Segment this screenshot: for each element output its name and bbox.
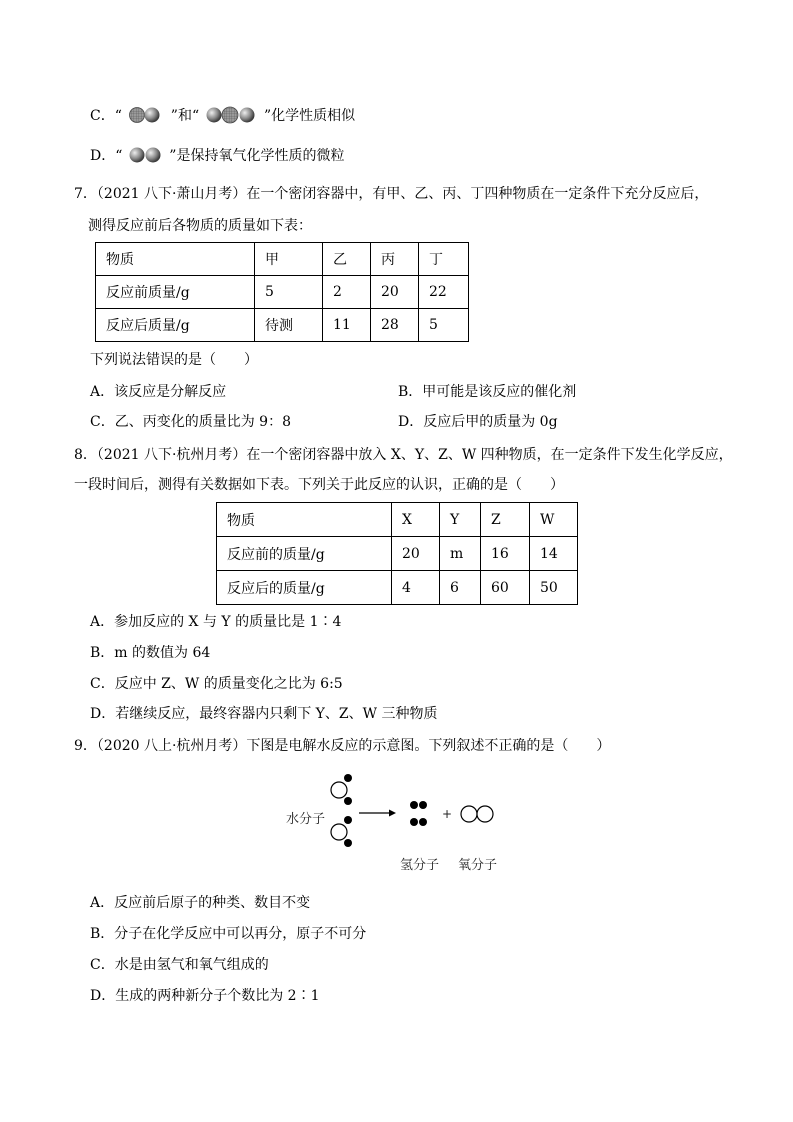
oxygen-molecule-icon (461, 806, 493, 822)
water-molecule-icon (331, 774, 352, 805)
q8-option-c[interactable]: C．反应中 Z、W 的质量变化之比为 6:5 (90, 676, 343, 692)
q6-option-c-mid: ”和“ (170, 108, 200, 124)
table-cell: 5 (419, 309, 469, 342)
q7-option-a[interactable]: A．该反应是分解反应 (90, 384, 227, 400)
q8-option-d[interactable]: D．若继续反应，最终容器内只剩下 Y、Z、W 三种物质 (90, 706, 438, 722)
q9-stem: 9．（2020 八上·杭州月考）下图是电解水反应的示意图。下列叙述不正确的是（ ） (74, 738, 611, 754)
q8-option-a[interactable]: A．参加反应的 X 与 Y 的质量比是 1∶4 (90, 614, 342, 630)
table-cell: 反应前质量/g (96, 276, 255, 309)
q8-stem-line2: 一段时间后，测得有关数据如下表。下列关于此反应的认识，正确的是（ ） (74, 477, 564, 493)
table-row (217, 537, 578, 571)
table-cell: 5 (255, 276, 323, 309)
q9-option-c[interactable]: C．水是由氢气和氧气组成的 (90, 957, 269, 973)
q9-option-d[interactable]: D．生成的两种新分子个数比为 2∶1 (90, 988, 320, 1004)
table-cell: 6 (440, 571, 481, 605)
table-cell: 反应后的质量/g (217, 571, 392, 605)
table-cell: 16 (481, 537, 530, 571)
table-cell: 反应前的质量/g (217, 537, 392, 571)
table-cell: X (392, 503, 440, 537)
q9-option-a[interactable]: A．反应前后原子的种类、数目不变 (90, 895, 311, 911)
hydrogen-molecule-icon (410, 801, 427, 809)
q6-option-c-post: ”化学性质相似 (264, 108, 356, 124)
table-cell: 50 (530, 571, 578, 605)
table-cell: 乙 (323, 243, 371, 276)
electrolysis-figure (282, 770, 512, 880)
q6-option-d-post: ”是保持氧气化学性质的微粒 (169, 148, 345, 164)
q7-option-d[interactable]: D．反应后甲的质量为 0g (398, 414, 558, 430)
table-cell: 11 (323, 309, 371, 342)
table-cell: Y (440, 503, 481, 537)
table-cell: 2 (323, 276, 371, 309)
table-row (96, 276, 469, 309)
q7-question: 下列说法错误的是（ ） (90, 352, 258, 368)
q9-option-b[interactable]: B．分子在化学反应中可以再分，原子不可分 (90, 926, 367, 942)
oxygen-molecule-label: 氧分子 (458, 858, 498, 873)
hydrogen-molecule-icon (410, 818, 427, 826)
reaction-arrow-icon (359, 810, 396, 817)
table-cell: m (440, 537, 481, 571)
table-row (217, 571, 578, 605)
q7-table (95, 242, 469, 342)
water-molecule-icon (331, 816, 352, 847)
q6-option-d-pre: D．“ (90, 148, 123, 164)
table-row (96, 309, 469, 342)
table-cell: 60 (481, 571, 530, 605)
table-cell: 14 (530, 537, 578, 571)
water-molecule-label: 水分子 (286, 812, 326, 827)
table-cell: 丁 (419, 243, 469, 276)
co2-molecule-icon (204, 106, 260, 124)
table-cell: W (530, 503, 578, 537)
table-cell: 22 (419, 276, 469, 309)
table-cell: 丙 (371, 243, 419, 276)
table-cell: 物质 (217, 503, 392, 537)
table-cell: 4 (392, 571, 440, 605)
table-cell: 20 (371, 276, 419, 309)
table-cell: 待测 (255, 309, 323, 342)
q7-stem-line2: 测得反应前后各物质的质量如下表： (88, 218, 312, 234)
grid-molecule-2-icon (126, 106, 166, 124)
q6-option-c[interactable] (90, 106, 355, 126)
q8-stem-line1: 8．（2021 八下·杭州月考）在一个密闭容器中放入 X、Y、Z、W 四种物质，在一定条件下发生化学反应， (74, 447, 733, 463)
q8-table (216, 502, 578, 605)
oxygen-molecule-icon (127, 146, 165, 164)
table-cell: 20 (392, 537, 440, 571)
q7-option-c[interactable]: C．乙、丙变化的质量比为 9：8 (90, 414, 291, 430)
table-cell: 甲 (255, 243, 323, 276)
table-cell: Z (481, 503, 530, 537)
table-cell: 28 (371, 309, 419, 342)
table-cell: 反应后质量/g (96, 309, 255, 342)
hydrogen-molecule-label: 氢分子 (400, 858, 440, 873)
q6-option-c-pre: C．“ (90, 108, 122, 124)
q6-option-d[interactable] (90, 146, 344, 166)
table-cell: 物质 (96, 243, 255, 276)
q8-option-b[interactable]: B．m 的数值为 64 (90, 645, 211, 661)
table-row (96, 243, 469, 276)
q7-stem-line1: 7．（2021 八下·萧山月考）在一个密闭容器中，有甲、乙、丙、丁四种物质在一定条件下充分反应后， (74, 186, 709, 202)
plus-sign: + (442, 807, 453, 821)
table-row (217, 503, 578, 537)
q7-option-b[interactable]: B．甲可能是该反应的催化剂 (398, 384, 577, 400)
